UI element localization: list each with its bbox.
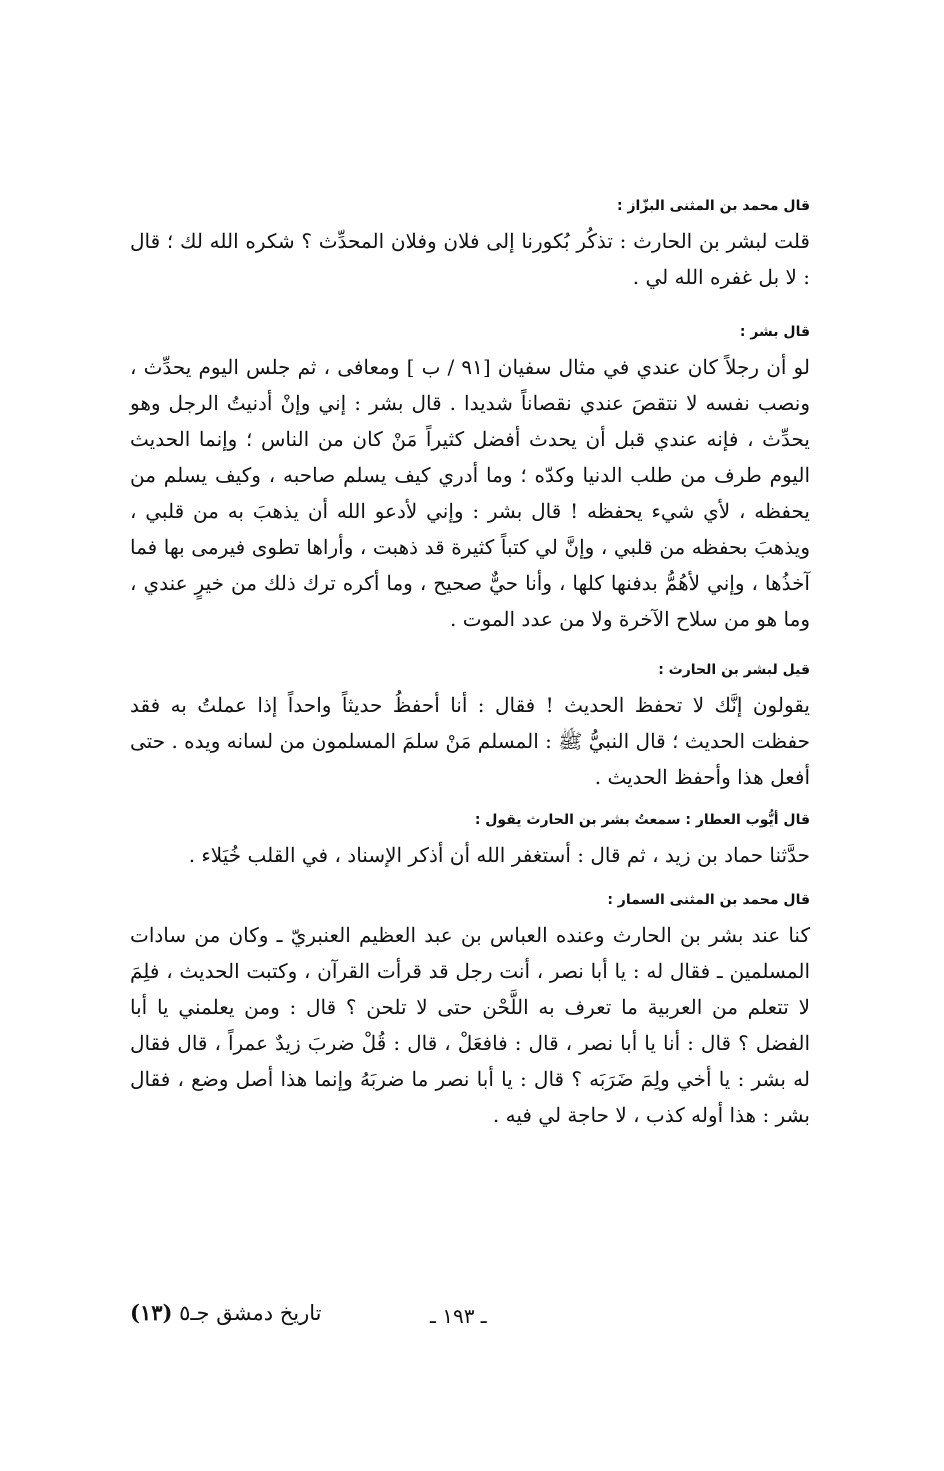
section-heading: قال أيُّوب العطار : سمعتُ بشر بن الحارث يقول : [474,812,810,828]
page-number: ـ ١٩٣ ـ [430,1304,487,1328]
volume-number: (١٣) [130,1300,173,1325]
section-heading: قال بشر : [739,324,810,340]
section-paragraph: كنا عند بشر بن الحارث وعنده العباس بن عبد العظيم العنبريّ ـ وكان من سادات المسلمين ـ فقال له : يا أبا نصر ، أنت رجل قد قرأت القرآن ، وكتبت الحديث ، فلِمَ لا تتعلم من العربية ما تعرف به اللَّحْن حتى لا تلحن ؟ قال : ومن يعلمني يا أبا الفضل ؟ قال : أنا يا أبا نصر ، قال : فافعَلْ ، قال : قُلْ ضربَ زيدٌ عمراً ، قال فقال له بشر : يا أخي ولِمَ ضَرَبَه ؟ قال : يا أبا نصر ما ضربَهُ وإنما هذا أصل وضع ، فقال بشر : هذا أوله كذب ، لا حاجة لي فيه . [130,923,811,1127]
section-qila [130,659,810,795]
page-body [130,195,810,1133]
page-footer [130,1300,810,1340]
section-ayyub [130,809,810,873]
section-paragraph: قلت لبشر بن الحارث : تذكُر بُكورنا إلى فلان وفلان المحدِّث ؟ شكره الله لك ؛ قال : لا بل غفره الله لي . [130,229,810,289]
section-heading: قال محمد بن المثنى السمار : [607,892,810,908]
section-albazzaz [130,195,810,295]
footer-book-title [130,1300,322,1325]
book-title: تاريخ دمشق جـ٥ [179,1301,322,1325]
section-heading: قيل لبشر بن الحارث : [658,662,810,678]
section-bishr [130,321,810,637]
section-assammar [130,889,810,1133]
section-paragraph: يقولون إنَّك لا تحفظ الحديث ! فقال : أنا أحفظُ حديثاً واحداً إذا عملتُ به فقد حفظت الحديث ؛ قال النبيُّ ﷺ : المسلم مَنْ سلمَ المسلمون من لسانه ويده . حتى أفعل هذا وأحفظ الحديث . [130,693,810,789]
section-paragraph: لو أن رجلاً كان عندي في مثال سفيان [٩١ / ب ] ومعافى ، ثم جلس اليوم يحدِّث ، ونصب نفسه لا نتقصَ عندي نقصاناً شديدا . قال بشر : إني وإنْ أدنيتُ الرجل وهو يحدِّث ، فإنه عندي قبل أن يحدث أفضل كثيراً مَنْ كان من الناس ؛ وإنما الحديث اليوم طرف من طلب الدنيا وكدّه ؛ وما أدري كيف يسلم صاحبه ، وكيف يسلم من يحفظه ، لأي شيء يحفظه ! قال بشر : وإني لأدعو الله أن يذهبَ به من قلبي ، ويذهبَ بحفظه من قلبي ، وإنَّ لي كتباً كثيرة قد ذهبت ، وأراها تطوى فيرمى بها فما آخذُها ، وإني لأهُمُّ بدفنها كلها ، وأنا حيٌّ صحيح ، وما أكره ترك ذلك من خيرٍ عندي ، وما هو من سلاح الآخرة ولا من عدد الموت . [130,355,810,631]
section-paragraph: حدَّثنا حماد بن زيد ، ثم قال : أستغفر الله أن أذكر الإسناد ، في القلب خُيَلاء . [188,843,810,867]
section-heading: قال محمد بن المثنى البزّاز : [617,198,810,214]
